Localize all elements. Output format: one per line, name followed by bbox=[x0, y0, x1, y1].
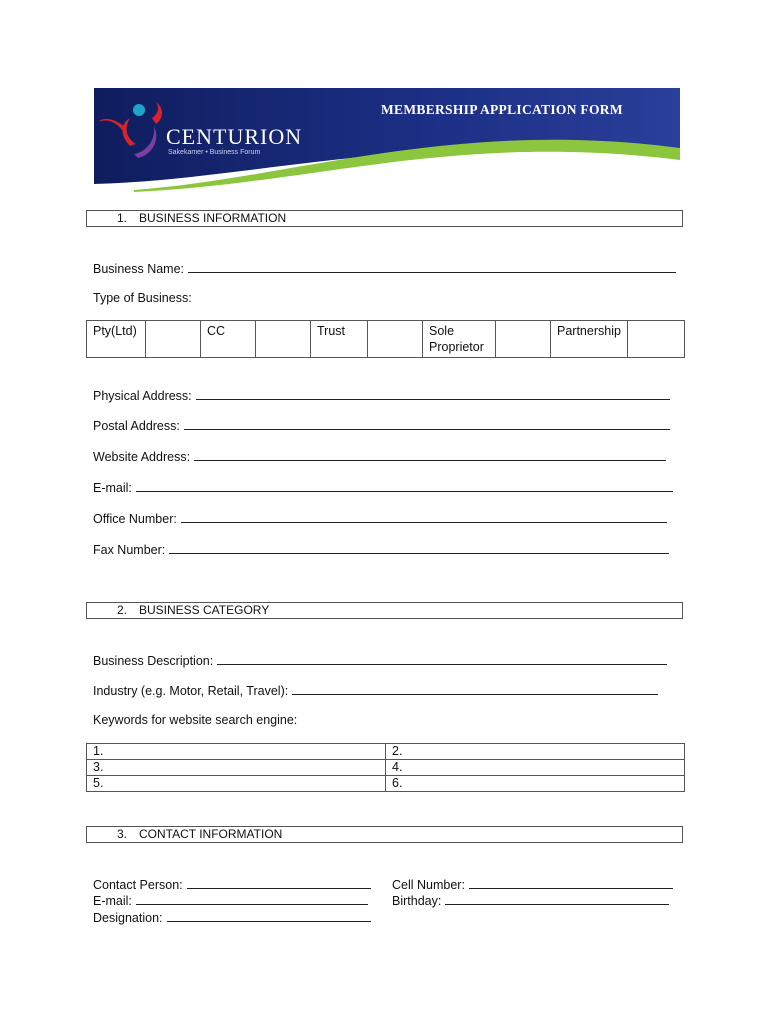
header-banner bbox=[94, 88, 680, 192]
keyword-cell-1[interactable]: 1. bbox=[87, 744, 386, 760]
fax-number-field[interactable] bbox=[93, 541, 669, 558]
website-address-label: Website Address: bbox=[93, 450, 191, 464]
type-label-cc: CC bbox=[201, 321, 256, 358]
section-title: BUSINESS CATEGORY bbox=[139, 603, 270, 617]
keyword-cell-2[interactable]: 2. bbox=[386, 744, 685, 760]
cell-number-input-line[interactable] bbox=[469, 876, 673, 889]
type-label-sole-proprietor: Sole Proprietor bbox=[423, 321, 496, 358]
physical-address-label: Physical Address: bbox=[93, 389, 192, 403]
birthday-field[interactable] bbox=[392, 892, 669, 909]
physical-address-field[interactable] bbox=[93, 387, 670, 404]
fax-number-label: Fax Number: bbox=[93, 543, 166, 557]
cell-number-label: Cell Number: bbox=[392, 878, 465, 892]
section-business-information-header bbox=[86, 210, 683, 227]
postal-address-input-line[interactable] bbox=[184, 417, 670, 430]
section-title: BUSINESS INFORMATION bbox=[139, 211, 287, 225]
contact-person-field[interactable] bbox=[93, 876, 371, 893]
section-number: 3. bbox=[117, 827, 128, 841]
email-field[interactable] bbox=[93, 479, 673, 496]
contact-person-input-line[interactable] bbox=[187, 876, 371, 889]
type-checkbox-partnership[interactable] bbox=[628, 321, 685, 358]
birthday-input-line[interactable] bbox=[445, 892, 669, 905]
business-description-field[interactable] bbox=[93, 652, 667, 669]
physical-address-input-line[interactable] bbox=[196, 387, 670, 400]
type-checkbox-sole-proprietor[interactable] bbox=[496, 321, 551, 358]
keywords-label: Keywords for website search engine: bbox=[93, 713, 298, 727]
industry-label: Industry (e.g. Motor, Retail, Travel): bbox=[93, 684, 289, 698]
keyword-cell-4[interactable]: 4. bbox=[386, 760, 685, 776]
contact-person-label: Contact Person: bbox=[93, 878, 183, 892]
office-number-input-line[interactable] bbox=[181, 510, 667, 523]
keywords-table bbox=[86, 743, 685, 792]
fax-number-input-line[interactable] bbox=[169, 541, 669, 554]
industry-input-line[interactable] bbox=[292, 682, 658, 695]
table-row bbox=[87, 744, 685, 760]
birthday-label: Birthday: bbox=[392, 894, 442, 908]
type-label-trust: Trust bbox=[311, 321, 368, 358]
keyword-cell-5[interactable]: 5. bbox=[87, 776, 386, 792]
type-label-ptyltd: Pty(Ltd) bbox=[87, 321, 146, 358]
business-name-label: Business Name: bbox=[93, 262, 185, 276]
contact-email-field[interactable] bbox=[93, 892, 368, 909]
business-name-input-line[interactable] bbox=[188, 260, 676, 273]
section-number: 1. bbox=[117, 211, 128, 225]
website-address-input-line[interactable] bbox=[194, 448, 666, 461]
contact-email-label: E-mail: bbox=[93, 894, 132, 908]
section-title: CONTACT INFORMATION bbox=[139, 827, 283, 841]
designation-input-line[interactable] bbox=[167, 909, 371, 922]
business-name-field[interactable] bbox=[93, 260, 676, 277]
keyword-cell-3[interactable]: 3. bbox=[87, 760, 386, 776]
office-number-label: Office Number: bbox=[93, 512, 177, 526]
type-checkbox-trust[interactable] bbox=[368, 321, 423, 358]
section-contact-information-header bbox=[86, 826, 683, 843]
contact-email-input-line[interactable] bbox=[136, 892, 368, 905]
type-label-partnership: Partnership bbox=[551, 321, 628, 358]
office-number-field[interactable] bbox=[93, 510, 667, 527]
form-title: MEMBERSHIP APPLICATION FORM bbox=[381, 102, 623, 117]
section-number: 2. bbox=[117, 603, 128, 617]
table-row bbox=[87, 776, 685, 792]
logo-tagline: Sakekamer • Business Forum bbox=[168, 149, 261, 156]
keyword-cell-6[interactable]: 6. bbox=[386, 776, 685, 792]
type-checkbox-cc[interactable] bbox=[256, 321, 311, 358]
type-of-business-label: Type of Business: bbox=[93, 291, 192, 305]
business-description-label: Business Description: bbox=[93, 654, 214, 668]
type-checkbox-ptyltd[interactable] bbox=[146, 321, 201, 358]
cell-number-field[interactable] bbox=[392, 876, 673, 893]
business-type-table bbox=[86, 320, 685, 358]
postal-address-field[interactable] bbox=[93, 417, 670, 434]
website-address-field[interactable] bbox=[93, 448, 666, 465]
logo-text: CENTURION bbox=[166, 124, 303, 149]
email-label: E-mail: bbox=[93, 481, 132, 495]
business-description-input-line[interactable] bbox=[217, 652, 667, 665]
designation-field[interactable] bbox=[93, 909, 371, 926]
designation-label: Designation: bbox=[93, 911, 163, 925]
section-business-category-header bbox=[86, 602, 683, 619]
table-row bbox=[87, 760, 685, 776]
postal-address-label: Postal Address: bbox=[93, 419, 180, 433]
industry-field[interactable] bbox=[93, 682, 658, 699]
email-input-line[interactable] bbox=[136, 479, 673, 492]
